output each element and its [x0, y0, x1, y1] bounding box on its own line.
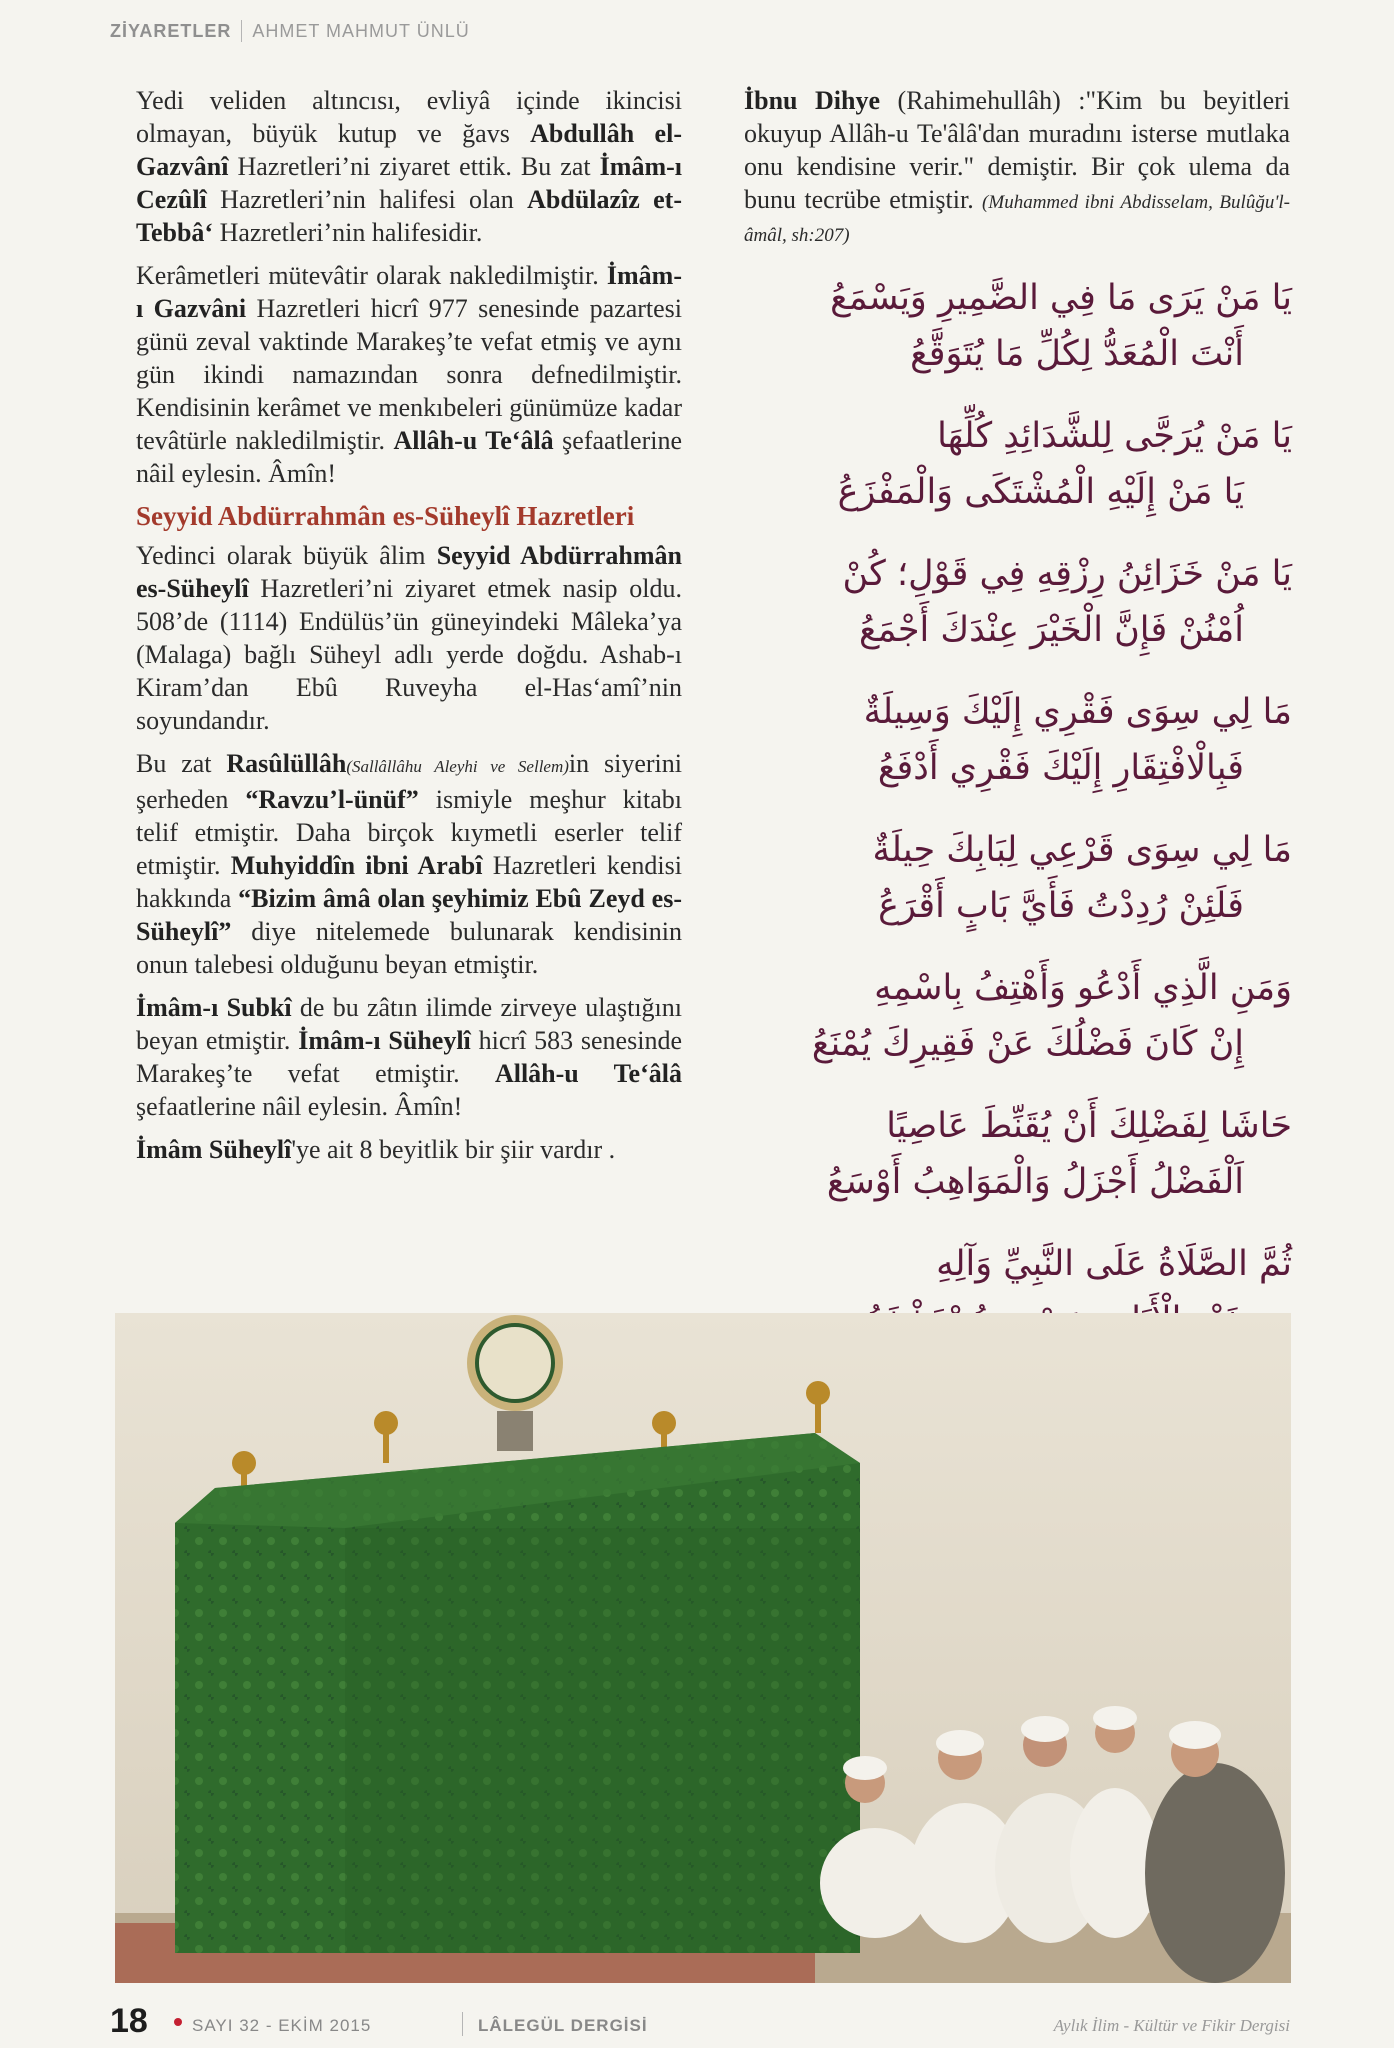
paragraph-5: İmâm-ı Subkî de bu zâtın ilimde zirveye ulaştığını beyan etmiştir. İmâm-ı Süheylî hicrî 583 senesinde Marakeş’te vefat etmiştir. Allâh-u Te‘âlâ şefaatlerine nâil eylesin. Âmîn!: [136, 993, 683, 1121]
magazine-tagline: Aylık İlim - Kültür ve Fikir Dergisi: [1053, 2016, 1290, 2035]
poem-line: مَا لِي سِوَى قَرْعِي لِبَابِكَ حِيلَةٌ: [872, 830, 1292, 870]
poem-line: مَا لِي سِوَى فَقْرِي إِلَيْكَ وَسِيلَةٌ: [863, 692, 1292, 732]
issue-label: SAYI 32 - EKİM 2015: [192, 2016, 372, 2035]
poem-line: يَا مَنْ يُرَجَّى لِلشَّدَائِدِ كُلِّهَا: [937, 416, 1292, 456]
poem-line: يَا مَنْ إِلَيْهِ الْمُشْتَكَى وَالْمَفْزَعُ: [837, 472, 1244, 512]
poem-line: يَا مَنْ يَرَى مَا فِي الضَّمِيرِ وَيَسْمَعُ: [830, 278, 1292, 318]
right-column-intro: [744, 84, 1290, 249]
section-label: ZİYARETLER: [110, 20, 232, 41]
paragraph-3: Yedinci olarak büyük âlim Seyyid Abdürrahmân es-Süheylî Hazretleri’ni ziyaret etmek nasip oldu. 508’de (1114) Endülüs’ün güneyindeki Mâleka’ya (Malaga) bağlı Süheyl adlı yerde doğdu. Ashab-ı Kiram’dan Ebû Ruveyha el-Has‘amî’nin soyundandır.: [136, 541, 682, 735]
poem-line: فَلَئِنْ رُدِدْتُ فَأَيَّ بَابٍ أَقْرَعُ: [878, 886, 1244, 926]
poem-line: يَا مَنْ خَزَائِنُ رِزْقِهِ فِي قَوْلِ؛ كُنْ: [842, 554, 1292, 594]
poem-stanza: [744, 1098, 1292, 1210]
poem-stanza: [744, 960, 1292, 1072]
poem-line: اُمْنُنْ فَإِنَّ الْخَيْرَ عِنْدَكَ أَجْمَعُ: [858, 610, 1244, 650]
section-heading: Seyyid Abdürrahmân es-Süheylî Hazretleri: [136, 501, 635, 531]
footer-divider: [462, 2012, 463, 2036]
magazine-name: LÂLEGÜL DERGİSİ: [478, 2016, 648, 2035]
red-dot-icon: [174, 2018, 182, 2026]
page-number: 18: [110, 2002, 148, 2040]
poem-stanza: [744, 546, 1292, 658]
poem-stanza: [744, 684, 1292, 796]
author-name: AHMET MAHMUT ÜNLÜ: [252, 20, 470, 41]
poem-line: فَبِالْافْتِقَارِ إِلَيْكَ فَقْرِي أَدْفَعُ: [877, 748, 1244, 788]
poem-line: ثُمَّ الصَّلَاةُ عَلَى النَّبِيِّ وَآلِهِ: [936, 1244, 1292, 1284]
header-divider: [241, 20, 242, 42]
paragraph-4: Bu zat Rasûlüllâh(Sallâllâhu Aleyhi ve Sellem)in siyerini şerheden “Ravzu’l-ünüf” ismiyle meşhur kitabı telif etmiştir. Daha birçok kıymetli eserler telif etmiştir. Muhyiddîn ibni Arabî Hazretleri kendisi hakkında “Bizim âmâ olan şeyhimiz Ebû Zeyd es-Süheylî” diye nitelemede bulunarak kendisinin onun talebesi olduğunu beyan etmiştir.: [136, 749, 682, 979]
poem-line: إِنْ كَانَ فَضْلُكَ عَنْ فَقِيرِكَ يُمْنَعُ: [811, 1024, 1244, 1064]
poem-line: اَلْفَضْلُ أَجْزَلُ وَالْمَوَاهِبُ أَوْسَعُ: [826, 1162, 1244, 1202]
left-column: [136, 84, 682, 1176]
arabic-poem: [744, 270, 1292, 1290]
poem-stanza: [744, 822, 1292, 934]
poem-stanza: [744, 408, 1292, 520]
poem-line: حَاشَا لِفَضْلِكَ أَنْ يُقَنِّطَ عَاصِيًا: [886, 1106, 1292, 1146]
paragraph-6: İmâm Süheylî'ye ait 8 beyitlik bir şiir vardır .: [136, 1135, 616, 1164]
running-header: [110, 14, 470, 48]
tomb-photograph: [115, 1313, 1291, 1983]
tomb-illustration: [115, 1313, 1291, 1983]
paragraph-2: Kerâmetleri mütevâtir olarak nakledilmiştir. İmâm-ı Gazvâni Hazretleri hicrî 977 senesinde pazartesi günü zeval vaktinde Marakeş’te vefat etmiş ve aynı gün ikindi namazından sonra defnedilmiştir. Kendisinin kerâmet ve menkıbeleri günümüze kadar tevâtürle nakledilmiştir. Allâh-u Te‘âlâ şefaatlerine nâil eylesin. Âmîn!: [136, 261, 682, 488]
page-footer: [110, 2002, 1290, 2042]
poem-line: وَمَنِ الَّذِي أَدْعُو وَأَهْتِفُ بِاسْمِهِ: [874, 968, 1292, 1008]
poem-stanza: [744, 270, 1292, 382]
intro-paragraph: İbnu Dihye (Rahimehullâh) :"Kim bu beyitleri okuyup Allâh-u Te'âlâ'dan muradını isterse mutlaka onu kendisine verir." demiştir. Bir çok ulema da bunu tecrübe etmiştir. (Muhammed ibni Abdisselam, Bulûğu'l-âmâl, sh:207): [744, 86, 1290, 246]
poem-line: أَنْتَ الْمُعَدُّ لِكُلِّ مَا يُتَوَقَّعُ: [910, 334, 1244, 374]
paragraph-1: Yedi veliden altıncısı, evliyâ içinde ikincisi olmayan, büyük kutup ve ğavs Abdullâh el-Gazvânî Hazretleri’ni ziyaret ettik. Bu zat İmâm-ı Cezûlî Hazretleri’nin halifesi olan Abdülazîz et-Tebbâ‘ Hazretleri’nin halifesidir.: [136, 86, 682, 247]
citation: (Muhammed ibni Abdisselam, Bulûğu'l-âmâl, sh:207): [744, 192, 1290, 246]
